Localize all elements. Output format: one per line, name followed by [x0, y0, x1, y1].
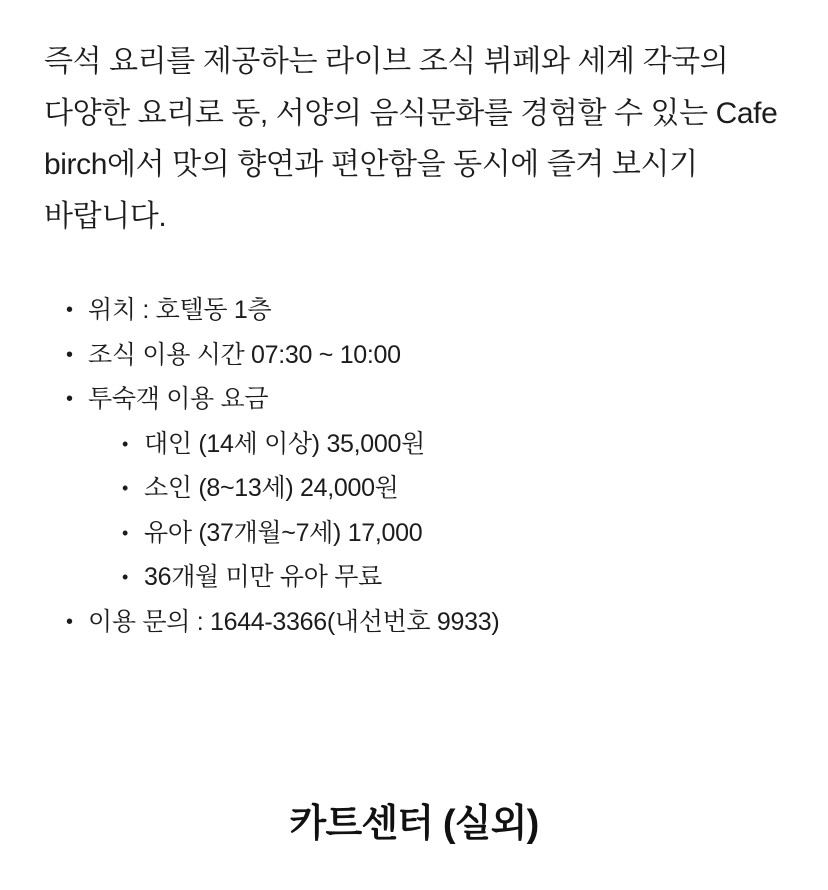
list-item-label: 대인 (14세 이상) 35,000원 [144, 429, 425, 458]
breakfast-info-list [44, 288, 784, 644]
list-item [54, 377, 784, 600]
intro-paragraph: 즉석 요리를 제공하는 라이브 조식 뷔페와 세계 각국의 다양한 요리로 동, 서양의 음식문화를 경험할 수 있는 Cafe birch에서 맛의 향연과 편안함을 동시에 즐겨 보시기 바랍니다. [44, 45, 778, 233]
list-item-label: 유아 (37개월~7세) 17,000 [144, 518, 423, 547]
list-item-label: 소인 (8~13세) 24,000원 [144, 474, 399, 503]
guest-fee-sublist [88, 422, 784, 600]
list-item [112, 422, 784, 467]
list-item-label: 이용 문의 : 1644-3366(내선번호 9933) [88, 607, 500, 636]
list-item [112, 511, 784, 556]
list-item-label: 위치 : 호텔동 1층 [88, 296, 272, 325]
page-title: 카트센터 (실외) [289, 803, 539, 846]
list-item [54, 333, 784, 378]
list-item [54, 600, 784, 645]
list-item-label: 투숙객 이용 요금 [88, 385, 269, 414]
next-section-header [44, 792, 784, 847]
list-item-label: 조식 이용 시간 07:30 ~ 10:00 [88, 340, 401, 369]
list-item [112, 466, 784, 511]
list-item [112, 555, 784, 600]
list-item [54, 288, 784, 333]
list-item-label: 36개월 미만 유아 무료 [144, 563, 382, 592]
